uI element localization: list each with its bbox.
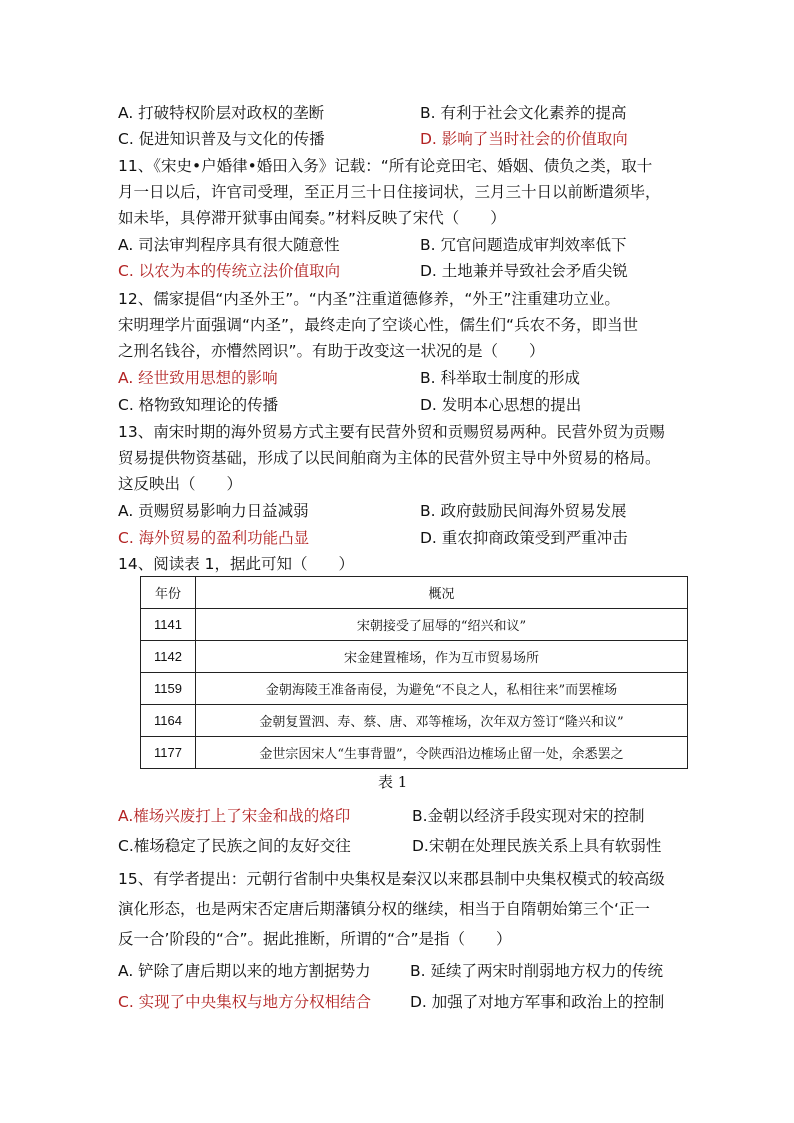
q15-option-c-answer: C. 实现了中央集权与地方分权相结合 (118, 993, 372, 1011)
q14-table (140, 576, 688, 769)
q12-stem-line1: 12、儒家提倡“内圣外王”。“内圣”注重道德修养，“外王”注重建功立业。 (118, 290, 620, 308)
table-cell-summary: 金世宗因宋人“生事背盟”，令陕西沿边榷场止留一处，余悉罢之 (196, 737, 688, 769)
q13-option-c-answer: C. 海外贸易的盈利功能凸显 (118, 529, 310, 547)
table-cell-summary: 金朝复置泗、寿、蔡、唐、邓等榷场，次年双方签订“隆兴和议” (196, 705, 688, 737)
table-header-year: 年份 (141, 577, 196, 609)
q13-stem-line1: 13、南宋时期的海外贸易方式主要有民营外贸和贡赐贸易两种。民营外贸为贡赐 (118, 423, 665, 441)
q14-option-c: C.榷场稳定了民族之间的友好交往 (118, 837, 351, 855)
q14-option-b: B.金朝以经济手段实现对宋的控制 (412, 807, 645, 825)
q15-stem-line3: 反一合’阶段的“合”。据此推断，所谓的“合”是指（ ） (118, 930, 512, 948)
q14-option-a-answer: A.榷场兴废打上了宋金和战的烙印 (118, 807, 351, 825)
q12-option-a-answer: A. 经世致用思想的影响 (118, 369, 278, 387)
q10-option-a: A. 打破特权阶层对政权的垄断 (118, 104, 325, 122)
table-cell-year: 1142 (141, 641, 196, 673)
q15-option-b: B. 延续了两宋时削弱地方权力的传统 (410, 962, 663, 980)
q13-option-b: B. 政府鼓励民间海外贸易发展 (420, 502, 627, 520)
q11-option-d: D. 土地兼并导致社会矛盾尖锐 (420, 262, 628, 280)
q12-stem-line3: 之刑名钱谷，亦懵然罔识”。有助于改变这一状况的是（ ） (118, 342, 545, 360)
table-cell-summary: 宋朝接受了屈辱的“绍兴和议” (196, 609, 688, 641)
table-caption: 表 1 (378, 773, 408, 791)
q12-option-c: C. 格物致知理论的传播 (118, 396, 279, 414)
q12-stem-line2: 宋明理学片面强调“内圣”，最终走向了空谈心性，儒生们“兵农不务，即当世 (118, 316, 639, 334)
table-cell-year: 1164 (141, 705, 196, 737)
table-row (141, 641, 688, 673)
q15-option-a: A. 铲除了唐后期以来的地方割据势力 (118, 962, 371, 980)
q11-stem-line3: 如未毕，具停滞开狱事由闻奏。”材料反映了宋代（ ） (118, 209, 506, 227)
table-row (141, 705, 688, 737)
q10-option-c: C. 促进知识普及与文化的传播 (118, 130, 325, 148)
table-cell-year: 1141 (141, 609, 196, 641)
q13-stem-line3: 这反映出（ ） (118, 475, 243, 493)
q14-option-d: D.宋朝在处理民族关系上具有软弱性 (412, 837, 662, 855)
q10-option-d-answer: D. 影响了当时社会的价值取向 (420, 130, 628, 148)
q12-option-b: B. 科举取士制度的形成 (420, 369, 580, 387)
q11-option-a: A. 司法审判程序具有很大随意性 (118, 236, 340, 254)
q15-option-d: D. 加强了对地方军事和政治上的控制 (410, 993, 665, 1011)
table-row (141, 609, 688, 641)
q11-option-c-answer: C. 以农为本的传统立法价值取向 (118, 262, 341, 280)
q15-stem-line1: 15、有学者提出：元朝行省制中央集权是秦汉以来郡县制中央集权模式的较高级 (118, 870, 665, 888)
q13-stem-line2: 贸易提供物资基础，形成了以民间舶商为主体的民营外贸主导中外贸易的格局。 (118, 449, 661, 467)
q15-stem-line2: 演化形态，也是两宋否定唐后期藩镇分权的继续，相当于自隋朝始第三个‘正一 (118, 900, 650, 918)
q11-stem-line2: 月一日以后，许官司受理，至正月三十日住接词状，三月三十日以前断遣须毕， (118, 183, 661, 201)
q12-option-d: D. 发明本心思想的提出 (420, 396, 582, 414)
table-cell-summary: 宋金建置榷场，作为互市贸易场所 (196, 641, 688, 673)
q11-stem-line1: 11、《宋史•户婚律•婚田入务》记载：“所有论竞田宅、婚姻、债负之类，取十 (118, 157, 653, 175)
table-cell-summary: 金朝海陵王准备南侵，为避免“不良之人，私相往来”而罢榷场 (196, 673, 688, 705)
table-header-row (141, 577, 688, 609)
table-cell-year: 1159 (141, 673, 196, 705)
table-cell-year: 1177 (141, 737, 196, 769)
table-row (141, 673, 688, 705)
q13-option-a: A. 贡赐贸易影响力日益减弱 (118, 502, 309, 520)
table-header-summary: 概况 (196, 577, 688, 609)
q10-option-b: B. 有利于社会文化素养的提高 (420, 104, 627, 122)
q11-option-b: B. 冗官问题造成审判效率低下 (420, 236, 627, 254)
q14-stem: 14、阅读表 1，据此可知（ ） (118, 555, 355, 573)
table-row (141, 737, 688, 769)
q13-option-d: D. 重农抑商政策受到严重冲击 (420, 529, 628, 547)
